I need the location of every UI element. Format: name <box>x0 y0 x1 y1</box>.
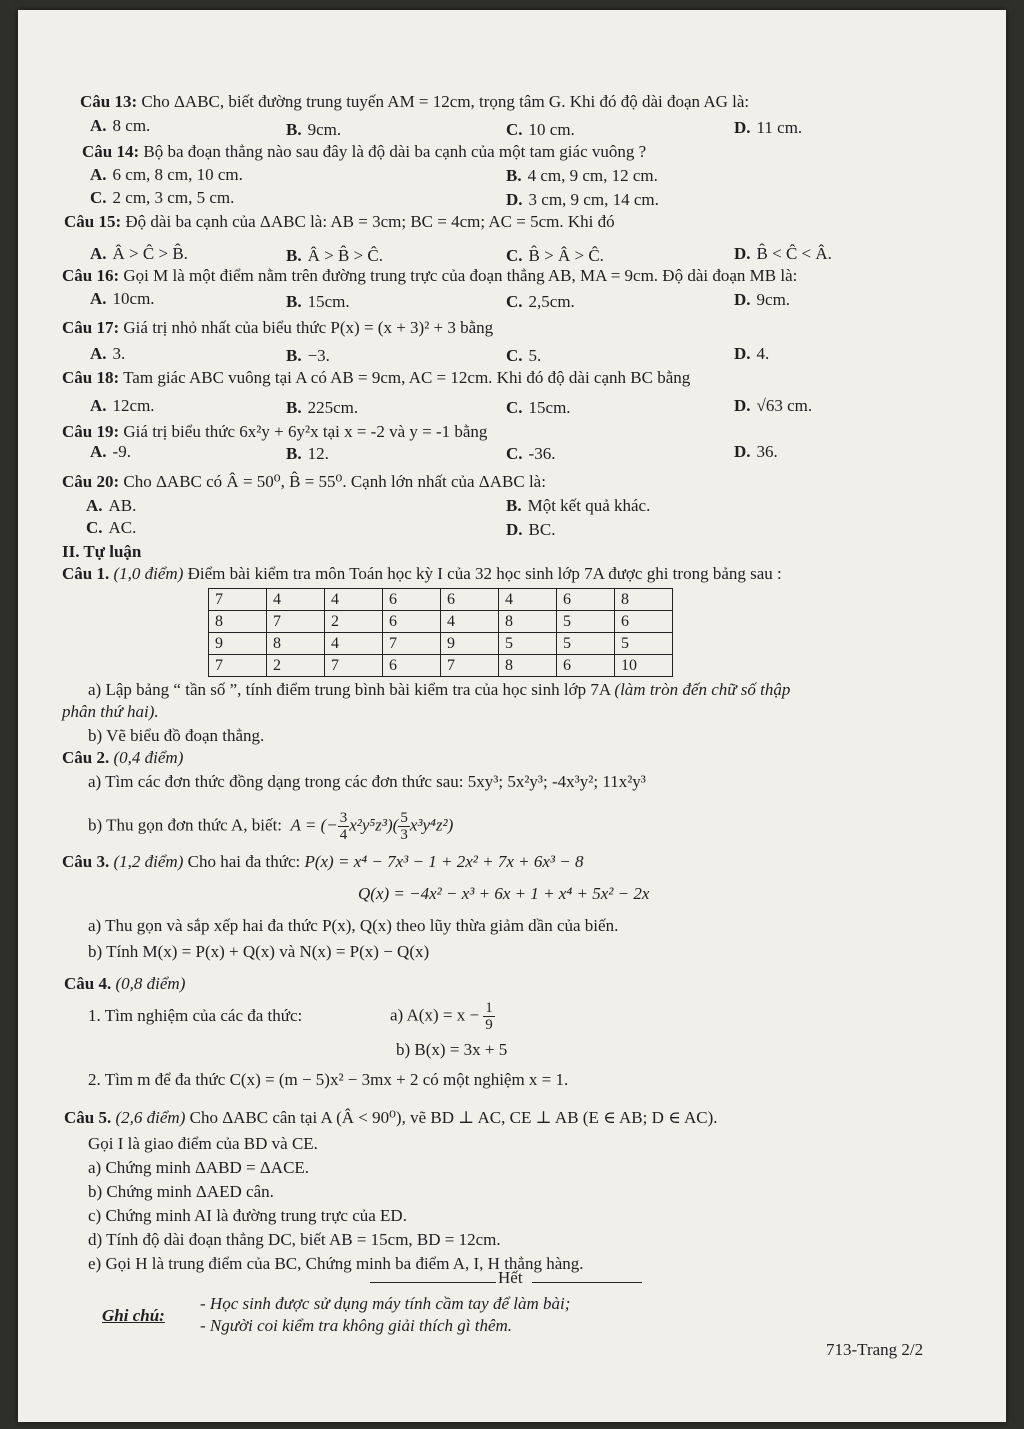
q15-option-b: B. Â > B̂ > Ĉ. <box>286 246 383 265</box>
q18-option-a: A. 12cm. <box>90 396 155 415</box>
q15-option-c: C. B̂ > Â > Ĉ. <box>506 246 604 265</box>
c5-line-1: Gọi I là giao điểm của BD và CE. <box>88 1134 318 1153</box>
c2-part-b: b) Thu gọn đơn thức A, biết: A = (− $\frac{3}{4}$ x²y⁵z³)( $\frac{5}{3}$ x³y⁴z²) <box>88 810 454 843</box>
note-line-2: - Người coi kiểm tra không giải thích gì thêm. <box>200 1316 513 1335</box>
q20-option-a: A. AB. <box>86 496 137 515</box>
q19-option-d: D. 36. <box>734 442 778 461</box>
q19-option-c: C. -36. <box>506 444 556 463</box>
c4-part-1a: a) A(x) = x − $\frac{1}{9}$ <box>390 1000 493 1033</box>
q17-option-b: B. −3. <box>286 346 330 365</box>
q17-option-c: C. 5. <box>506 346 542 365</box>
q13-option-a: A. 8 cm. <box>90 116 151 135</box>
q20-option-b: B. Một kết quả khác. <box>506 496 651 515</box>
q20-stem: Câu 20: Cho ΔABC có Â = 50⁰, B̂ = 55⁰. Cạnh lớn nhất của ΔABC là: <box>62 472 546 491</box>
q16-stem: Câu 16: Gọi M là một điểm nằm trên đường trung trực của đoạn thẳng AB, MA = 9cm. Độ dài đoạn MB là: <box>62 266 798 285</box>
c4-part-1b: b) B(x) = 3x + 5 <box>396 1040 508 1059</box>
fraction: $\frac{1}{9}$ <box>485 1000 493 1033</box>
c2-part-a: a) Tìm các đơn thức đồng dạng trong các đơn thức sau: 5xy³; 5x²y³; -4x³y²; 11x²y³ <box>88 772 646 791</box>
q14-option-b: B. 4 cm, 9 cm, 12 cm. <box>506 166 658 185</box>
exam-page <box>18 10 1006 1422</box>
c1-part-a: a) Lập bảng “ tần số ”, tính điểm trung bình bài kiểm tra của học sinh lớp 7A (làm tròn đến chữ số thập <box>88 680 791 699</box>
q15-option-d: D. B̂ < Ĉ < Â. <box>734 244 832 263</box>
note-line-1: - Học sinh được sử dụng máy tính cầm tay để làm bài; <box>200 1294 571 1313</box>
q16-option-d: D. 9cm. <box>734 290 791 309</box>
note-label: Ghi chú: <box>102 1306 165 1325</box>
q16-option-a: A. 10cm. <box>90 289 155 308</box>
fraction: $\frac{5}{3}$ <box>400 810 408 843</box>
q13-option-b: B. 9cm. <box>286 120 342 139</box>
table-row: 9 8 4 7 9 5 5 5 <box>209 633 673 655</box>
q14-option-c: C. 2 cm, 3 cm, 5 cm. <box>90 188 235 207</box>
q18-option-b: B. 225cm. <box>286 398 359 417</box>
q16-option-b: B. 15cm. <box>286 292 350 311</box>
q14-stem: Câu 14: Bộ ba đoạn thẳng nào sau đây là độ dài ba cạnh của một tam giác vuông ? <box>82 142 647 161</box>
section-heading: II. Tự luận <box>62 542 142 561</box>
c5-part-c: c) Chứng minh AI là đường trung trực của ED. <box>88 1206 407 1225</box>
q16-option-c: C. 2,5cm. <box>506 292 575 311</box>
divider <box>370 1282 496 1283</box>
c3-stem: Câu 3. (1,2 điểm) Cho hai đa thức: P(x) = x⁴ − 7x³ − 1 + 2x² + 7x + 6x³ − 8 <box>62 852 584 871</box>
c5-part-d: d) Tính độ dài đoạn thẳng DC, biết AB = 15cm, BD = 12cm. <box>88 1230 501 1249</box>
c4-part-1: 1. Tìm nghiệm của các đa thức: <box>88 1006 303 1025</box>
table-row: 7 4 4 6 6 4 6 8 <box>209 589 673 611</box>
c5-part-b: b) Chứng minh ΔAED cân. <box>88 1182 274 1201</box>
q17-option-d: D. 4. <box>734 344 770 363</box>
c1-part-b: b) Vẽ biểu đồ đoạn thẳng. <box>88 726 265 745</box>
c4-part-2: 2. Tìm m để đa thức C(x) = (m − 5)x² − 3mx + 2 có một nghiệm x = 1. <box>88 1070 569 1089</box>
c2-stem: Câu 2. (0,4 điểm) <box>62 748 184 767</box>
table-row: 7 2 7 6 7 8 6 10 <box>209 655 673 677</box>
c5-part-a: a) Chứng minh ΔABD = ΔACE. <box>88 1158 310 1177</box>
divider <box>532 1282 642 1283</box>
q18-stem: Câu 18: Tam giác ABC vuông tại A có AB = 9cm, AC = 12cm. Khi đó độ dài cạnh BC bằng <box>62 368 691 387</box>
q19-option-b: B. 12. <box>286 444 329 463</box>
c5-stem: Câu 5. (2,6 điểm) Cho ΔABC cân tại A (Â < 90⁰), vẽ BD ⊥ AC, CE ⊥ AB (E ∈ AB; D ∈ AC). <box>64 1108 718 1127</box>
q18-option-d: D. √63 cm. <box>734 396 813 415</box>
c3-part-a: a) Thu gọn và sắp xếp hai đa thức P(x), Q(x) theo lũy thừa giảm dần của biến. <box>88 916 619 935</box>
q13-stem: Câu 13: Cho ΔABC, biết đường trung tuyến AM = 12cm, trọng tâm G. Khi đó độ dài đoạn AG là: <box>80 92 750 111</box>
page-number: 713-Trang 2/2 <box>826 1340 924 1359</box>
c1-part-a-cont: phân thứ hai). <box>62 702 159 721</box>
q18-option-c: C. 15cm. <box>506 398 571 417</box>
c1-stem: Câu 1. (1,0 điểm) Điểm bài kiểm tra môn Toán học kỳ I của 32 học sinh lớp 7A được ghi trong bảng sau : <box>62 564 782 583</box>
q15-option-a: A. Â > Ĉ > B̂. <box>90 244 188 263</box>
end-marker: Hết <box>498 1268 523 1287</box>
q14-option-d: D. 3 cm, 9 cm, 14 cm. <box>506 190 659 209</box>
table-row: 8 7 2 6 4 8 5 6 <box>209 611 673 633</box>
q19-stem: Câu 19: Giá trị biểu thức 6x²y + 6y²x tại x = -2 và y = -1 bằng <box>62 422 488 441</box>
c3-polynomial-q: Q(x) = −4x² − x³ + 6x + 1 + x⁴ + 5x² − 2x <box>358 884 650 903</box>
c5-part-e: e) Gọi H là trung điểm của BC, Chứng minh ba điểm A, I, H thẳng hàng. <box>88 1254 584 1273</box>
q19-option-a: A. -9. <box>90 442 131 461</box>
c4-stem: Câu 4. (0,8 điểm) <box>64 974 186 993</box>
fraction: $\frac{3}{4}$ <box>339 810 348 843</box>
q20-option-c: C. AC. <box>86 518 137 537</box>
q13-option-d: D. 11 cm. <box>734 118 803 137</box>
q17-stem: Câu 17: Giá trị nhỏ nhất của biểu thức P(x) = (x + 3)² + 3 bằng <box>62 318 494 337</box>
q13-option-c: C. 10 cm. <box>506 120 575 139</box>
c3-part-b: b) Tính M(x) = P(x) + Q(x) và N(x) = P(x) − Q(x) <box>88 942 430 961</box>
q17-option-a: A. 3. <box>90 344 126 363</box>
scores-table <box>208 588 673 677</box>
q15-stem: Câu 15: Độ dài ba cạnh của ΔABC là: AB = 3cm; BC = 4cm; AC = 5cm. Khi đó <box>64 212 615 231</box>
q20-option-d: D. BC. <box>506 520 556 539</box>
q14-option-a: A. 6 cm, 8 cm, 10 cm. <box>90 165 243 184</box>
